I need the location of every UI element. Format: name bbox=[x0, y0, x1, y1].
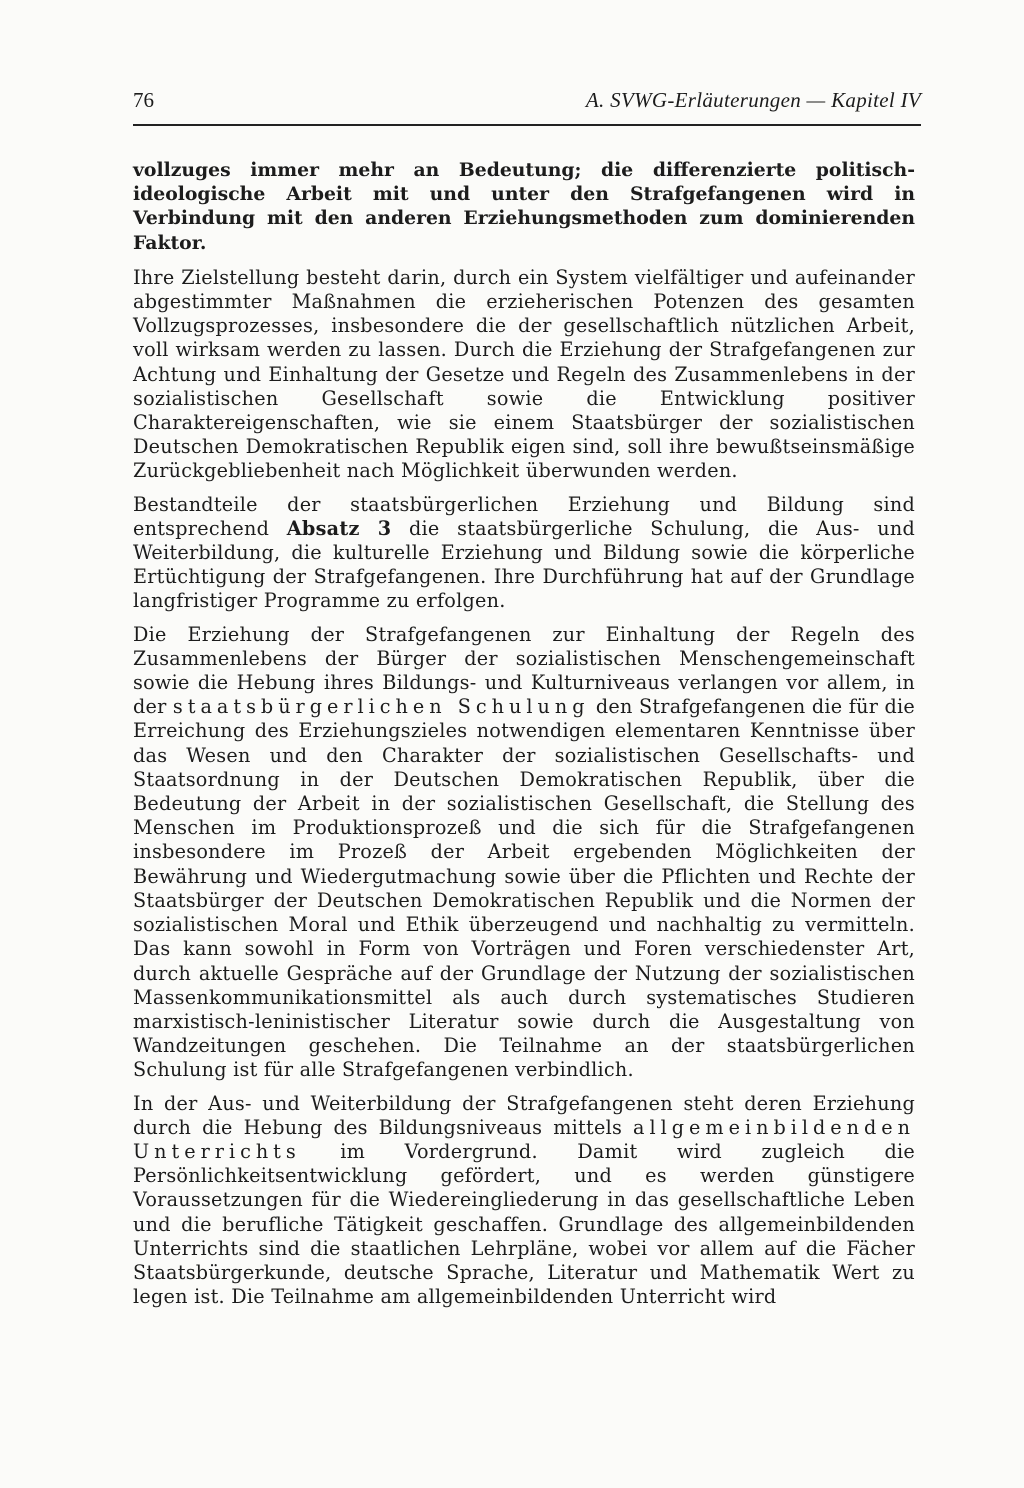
paragraph-5-text-a: In der Aus- und Weiterbildung der Strafgefangenen steht deren Erziehung durch die Hebung des Bildungsniveaus mittels bbox=[133, 1091, 915, 1139]
paragraph-3 bbox=[133, 493, 915, 614]
page-number: 76 bbox=[133, 88, 154, 112]
paragraph-2: Ihre Zielstellung besteht darin, durch ein System vielfältiger und aufeinander abgestimmter Maßnahmen die erzieherischen Potenzen des gesamten Vollzugsprozesses, insbesondere die der gesellschaftlich nützlichen Arbeit, voll wirksam werden zu lassen. Durch die Erziehung der Strafgefangenen zur Achtung und Einhaltung der Gesetze und Regeln des Zusammenlebens in der sozialistischen Gesellschaft sowie die Entwicklung positiver Charaktereigenschaften, wie sie einem Staatsbürger der sozialistischen Deutschen Demokratischen Republik eigen sind, soll ihre bewußtseinsmäßige Zurückgebliebenheit nach Möglichkeit überwunden werden. bbox=[133, 265, 915, 483]
running-head: A. SVWG-Erläuterungen — Kapitel IV bbox=[585, 88, 921, 112]
document-body bbox=[133, 158, 915, 1309]
paragraph-5-spaced-emphasis: allgemeinbildenden Unterrichts bbox=[133, 1115, 915, 1163]
paragraph-4-text-c: den Strafgefangenen die für die Erreichung des Erziehungszieles notwendigen elementaren Kenntnisse über das Wesen und den Charakter der sozialistischen Gesellschafts- und Staatsordnung in der Deutschen Demokratischen Republik, über die Bedeutung der Arbeit in der sozialistischen Gesellschaft, die Stellung des Menschen im Produktionsprozeß und die sich für die Strafgefangenen insbesondere im Prozeß der Arbeit ergebenden Möglichkeiten der Bewährung und Wiedergutmachung sowie über die Pflichten und Rechte der Staatsbürger der Deutschen Demokratischen Republik und die Normen der sozialistischen Moral und Ethik überzeugend und nachhaltig zu vermitteln. Das kann sowohl in Form von Vorträgen und Foren verschiedenster Art, durch aktuelle Gespräche auf der Grundlage der Nutzung der sozialistischen Massenkommunikationsmittel als auch durch systematisches Studieren marxistisch-leninistischer Literatur sowie durch die Ausgestaltung von Wandzeitungen geschehen. Die Teilnahme an der staatsbürgerlichen Schulung ist für alle Strafgefangenen verbindlich. bbox=[133, 695, 915, 1082]
paragraph-4-spaced-emphasis: staatsbürgerlichen Schulung bbox=[172, 695, 590, 719]
page-header bbox=[133, 88, 921, 120]
paragraph-5 bbox=[133, 1092, 915, 1310]
header-rule bbox=[133, 124, 921, 126]
paragraph-1: vollzuges immer mehr an Bedeutung; die differenzierte politisch-ideologische Arbeit mit und unter den Strafgefangenen wird in Verbindung mit den anderen Erziehungsmethoden zum dominierenden Faktor. bbox=[133, 159, 915, 254]
paragraph-3-bold-reference: Absatz 3 bbox=[286, 516, 392, 540]
paragraph-3-text-c: die staatsbürgerliche Schulung, die Aus- und Weiterbildung, die kulturelle Erziehung und Bildung sowie die körperliche Ertüchtigung der Strafgefangenen. Ihre Durchführung hat auf der Grundlage langfristiger Programme zu erfolgen. bbox=[133, 516, 915, 613]
paragraph-5-text-c: im Vordergrund. Damit wird zugleich die Persönlichkeitsentwicklung gefördert, und es werden günstigere Voraussetzungen für die Wiedereingliederung in das gesellschaftliche Leben und die berufliche Tätigkeit geschaffen. Grundlage des allgemeinbildenden Unterrichts sind die staatlichen Lehrpläne, wobei vor allem auf die Fächer Staatsbürgerkunde, deutsche Sprache, Literatur und Mathematik Wert zu legen ist. Die Teilnahme am allgemeinbildenden Unterricht wird bbox=[133, 1139, 915, 1309]
paragraph-3-text-a: Bestandteile der staatsbürgerlichen Erziehung und Bildung sind entsprechend bbox=[133, 492, 915, 540]
paragraph-4 bbox=[133, 623, 915, 1083]
paragraph-4-text-a: Die Erziehung der Strafgefangenen zur Einhaltung der Regeln des Zusammenlebens der Bürger der sozialistischen Menschengemeinschaft sowie die Hebung ihres Bildungs- und Kulturniveaus verlangen vor allem, in der bbox=[133, 622, 915, 719]
